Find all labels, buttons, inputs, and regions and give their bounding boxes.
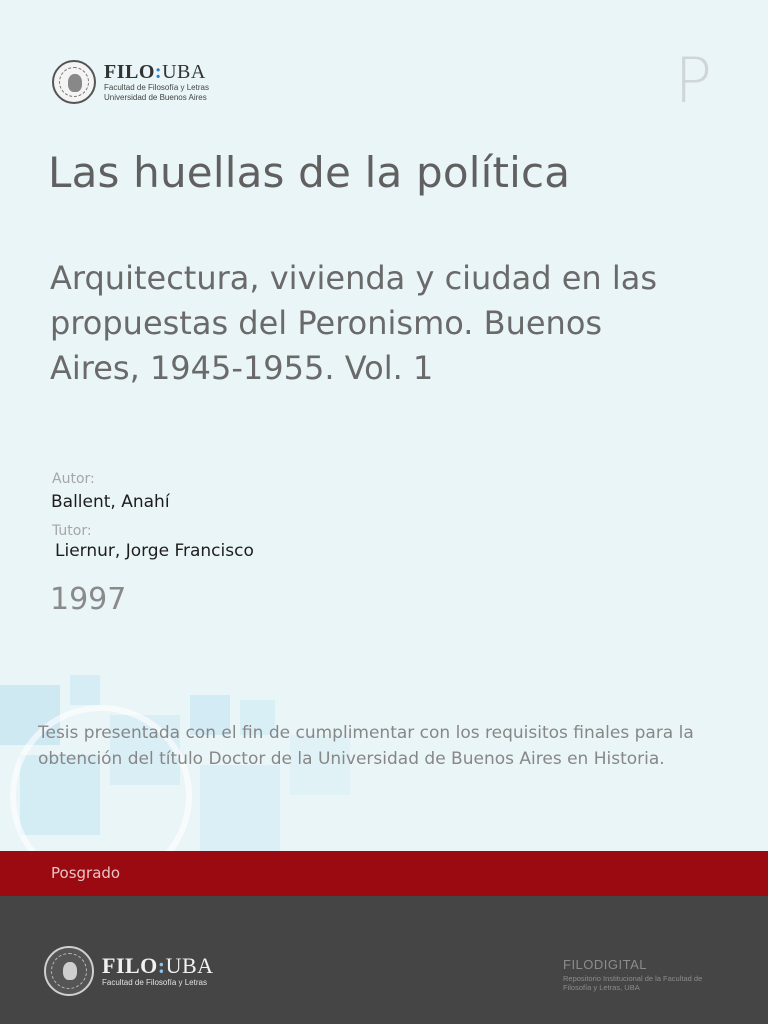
footer-faculty-logo xyxy=(44,946,214,996)
faculty-logo xyxy=(52,60,209,104)
university-seal-icon xyxy=(52,60,96,104)
footer-logo-faculty-name: Facultad de Filosofía y Letras xyxy=(102,978,207,987)
repository-title: FILODIGITAL xyxy=(563,957,647,972)
author-name: Ballent, Anahí xyxy=(51,492,170,512)
tutor-label: Tutor: xyxy=(52,523,92,539)
logo-university-name: Universidad de Buenos Aires xyxy=(104,93,207,102)
logo-faculty-name: Facultad de Filosofía y Letras xyxy=(104,83,209,92)
category-label: Posgrado xyxy=(51,864,121,882)
repository-brand xyxy=(563,957,713,992)
footer-logo-wordmark: FILO:UBA xyxy=(102,953,214,978)
thesis-statement: Tesis presentada con el fin de cumplimentar con los requisitos finales para la obtención del título Doctor de la Universidad de Buenos Aires en Historia. xyxy=(38,723,694,769)
publication-year: 1997 xyxy=(50,582,127,617)
document-subtitle: Arquitectura, vivienda y ciudad en las propuestas del Peronismo. Buenos Aires, 1945-1955. Vol. 1 xyxy=(50,259,658,387)
footer-university-seal-icon xyxy=(44,946,94,996)
posgrado-letter-mark: P xyxy=(674,44,712,117)
repository-description: Repositorio Institucional de la Facultad de Filosofía y Letras, UBA xyxy=(563,974,703,992)
document-title: Las huellas de la política xyxy=(48,148,571,197)
logo-wordmark: FILO:UBA xyxy=(104,61,206,83)
tutor-name: Liernur, Jorge Francisco xyxy=(55,541,254,561)
author-label: Autor: xyxy=(52,471,95,487)
